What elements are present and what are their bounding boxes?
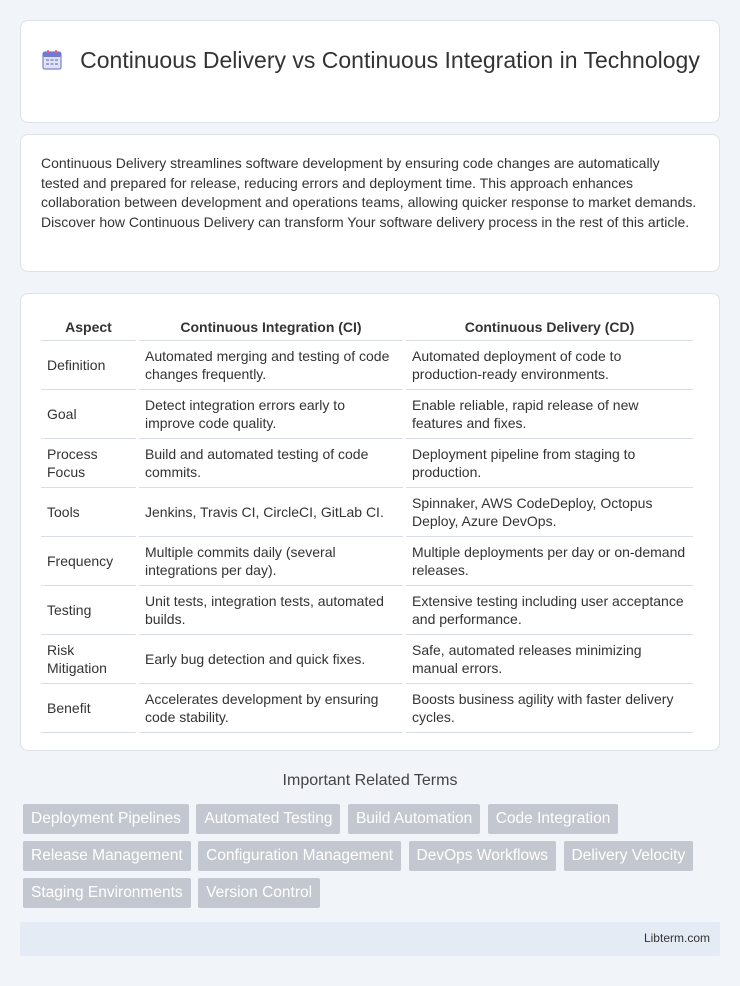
related-term-tag[interactable]: Delivery Velocity: [564, 841, 694, 871]
cd-cell: Enable reliable, rapid release of new features and fixes.: [406, 390, 693, 439]
cd-cell: Boosts business agility with faster delivery cycles.: [406, 684, 693, 733]
table-row: [41, 439, 693, 488]
ci-cell: Detect integration errors early to improve code quality.: [139, 390, 403, 439]
aspect-cell: Definition: [41, 341, 136, 390]
aspect-cell: Tools: [41, 488, 136, 537]
related-term-tag[interactable]: Configuration Management: [198, 841, 401, 871]
related-term-tag[interactable]: Staging Environments: [23, 878, 191, 908]
footer-site-link[interactable]: Libterm.com: [643, 931, 710, 945]
header-aspect: Aspect: [41, 314, 136, 341]
title-card: [20, 20, 720, 123]
comparison-card: [20, 293, 720, 751]
table-row: [41, 635, 693, 684]
ci-cell: Accelerates development by ensuring code stability.: [139, 684, 403, 733]
intro-card: [20, 134, 720, 272]
related-term-tag[interactable]: Code Integration: [488, 804, 619, 834]
ci-cell: Early bug detection and quick fixes.: [139, 635, 403, 684]
cd-cell: Safe, automated releases minimizing manual errors.: [406, 635, 693, 684]
related-term-tag[interactable]: Release Management: [23, 841, 191, 871]
cd-cell: Deployment pipeline from staging to production.: [406, 439, 693, 488]
aspect-cell: Risk Mitigation: [41, 635, 136, 684]
footer-bar: [20, 922, 720, 956]
aspect-cell: Frequency: [41, 537, 136, 586]
related-term-tag[interactable]: Build Automation: [348, 804, 480, 834]
related-term-tag[interactable]: DevOps Workflows: [409, 841, 557, 871]
page-title-row: [21, 45, 719, 75]
related-term-tag[interactable]: Deployment Pipelines: [23, 804, 189, 834]
ci-cell: Automated merging and testing of code changes frequently.: [139, 341, 403, 390]
ci-cell: Unit tests, integration tests, automated builds.: [139, 586, 403, 635]
aspect-cell: Benefit: [41, 684, 136, 733]
ci-cell: Jenkins, Travis CI, CircleCI, GitLab CI.: [139, 488, 403, 537]
table-row: [41, 488, 693, 537]
related-term-tag[interactable]: Automated Testing: [196, 804, 340, 834]
page-title: Continuous Delivery vs Continuous Integration in Technology: [80, 47, 700, 73]
cd-cell: Automated deployment of code to production-ready environments.: [406, 341, 693, 390]
ci-cell: Build and automated testing of code commits.: [139, 439, 403, 488]
intro-text: Continuous Delivery streamlines software development by ensuring code changes are automatically tested and prepared for release, reducing errors and deployment time. This approach enhances collaboration between development and operations teams, allowing quicker response to market demands. Discover how Continuous Delivery can transform Your software delivery process in the rest of this article.: [41, 155, 697, 230]
aspect-cell: Process Focus: [41, 439, 136, 488]
table-row: [41, 684, 693, 733]
cd-cell: Spinnaker, AWS CodeDeploy, Octopus Deploy, Azure DevOps.: [406, 488, 693, 537]
related-terms-title: Important Related Terms: [282, 772, 458, 789]
aspect-cell: Testing: [41, 586, 136, 635]
table-row: [41, 537, 693, 586]
aspect-cell: Goal: [41, 390, 136, 439]
calendar-icon: [40, 48, 64, 72]
related-term-tag[interactable]: Version Control: [198, 878, 320, 908]
ci-cell: Multiple commits daily (several integrations per day).: [139, 537, 403, 586]
table-row: [41, 341, 693, 390]
table-row: [41, 586, 693, 635]
header-cd: Continuous Delivery (CD): [406, 314, 693, 341]
related-terms-list: [23, 804, 723, 915]
cd-cell: Multiple deployments per day or on-demand releases.: [406, 537, 693, 586]
cd-cell: Extensive testing including user acceptance and performance.: [406, 586, 693, 635]
comparison-table: [38, 314, 696, 733]
table-header-row: [41, 314, 693, 341]
header-ci: Continuous Integration (CI): [139, 314, 403, 341]
table-row: [41, 390, 693, 439]
